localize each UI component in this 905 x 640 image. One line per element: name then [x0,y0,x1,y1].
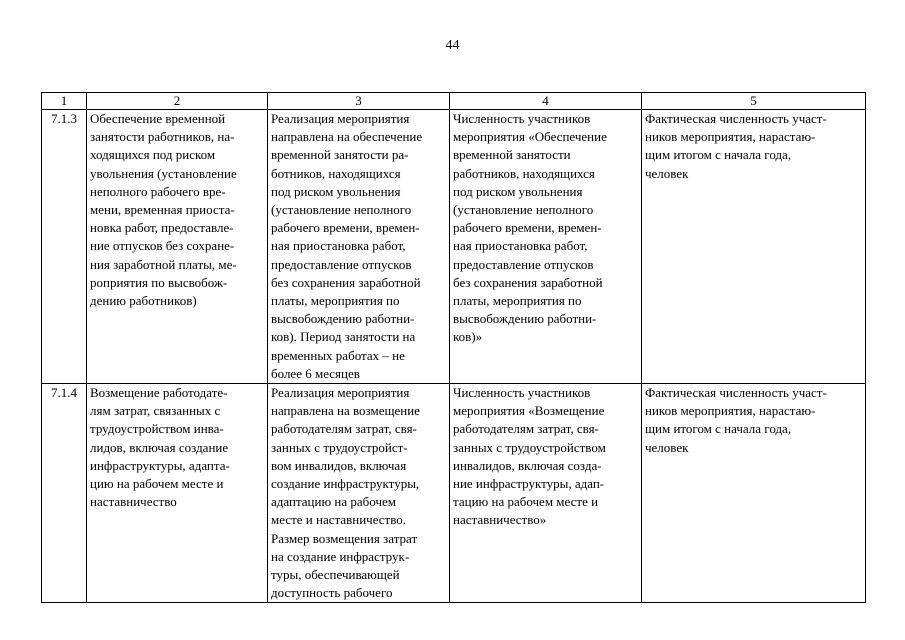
calculation-method: Фактическая численность участ- ников мероприятия, нарастаю- щим итогом с начала года, человек [642,384,866,603]
measures-table [41,92,866,603]
row-number: 7.1.3 [42,110,87,384]
calculation-method: Фактическая численность участ- ников мероприятия, нарастаю- щим итогом с начала года, человек [642,110,866,384]
column-header-3: 3 [268,93,450,110]
table-row [42,110,866,384]
column-header-4: 4 [450,93,642,110]
table-header-row [42,93,866,110]
event-name: Обеспечение временной занятости работников, на- ходящихся под риском увольнения (установление неполного рабочего вре- мени, временная приоста- новка работ, предоставле- ние отпусков без сохране- ния заработной платы, ме- роприятия по высвобож- дению работников) [87,110,268,384]
row-number: 7.1.4 [42,384,87,603]
indicator-name: Численность участников мероприятия «Обеспечение временной занятости работников, находящихся под риском увольнения (установление неполного рабочего времени, времен- ная приостановка работ, предоставление отпусков без сохранения заработной платы, мероприятия по высвобождению работни- ков)» [450,110,642,384]
event-description: Реализация мероприятия направлена на обеспечение временной занятости ра- ботников, находящихся под риском увольнения (установление неполного рабочего времени, времен- ная приостановка работ, предоставление отпусков без сохранения заработной платы, мероприятия по высвобождению работни- ков). Период занятости на временных работах – не более 6 месяцев [268,110,450,384]
column-header-2: 2 [87,93,268,110]
event-name: Возмещение работодате- лям затрат, связанных с трудоустройством инва- лидов, включая создание инфраструктуры, адапта- цию на рабочем месте и наставничество [87,384,268,603]
page-number: 44 [445,38,460,53]
table-row [42,384,866,603]
column-header-1: 1 [42,93,87,110]
column-header-5: 5 [642,93,866,110]
event-description: Реализация мероприятия направлена на возмещение работодателям затрат, свя- занных с трудоустройст- вом инвалидов, включая создание инфраструктуры, адаптацию на рабочем месте и наставничество. Размер возмещения затрат на создание инфраструк- туры, обеспечивающей доступность рабочего [268,384,450,603]
indicator-name: Численность участников мероприятия «Возмещение работодателям затрат, свя- занных с трудоустройством инвалидов, включая созда- ние инфраструктуры, адап- тацию на рабочем месте и наставничество» [450,384,642,603]
